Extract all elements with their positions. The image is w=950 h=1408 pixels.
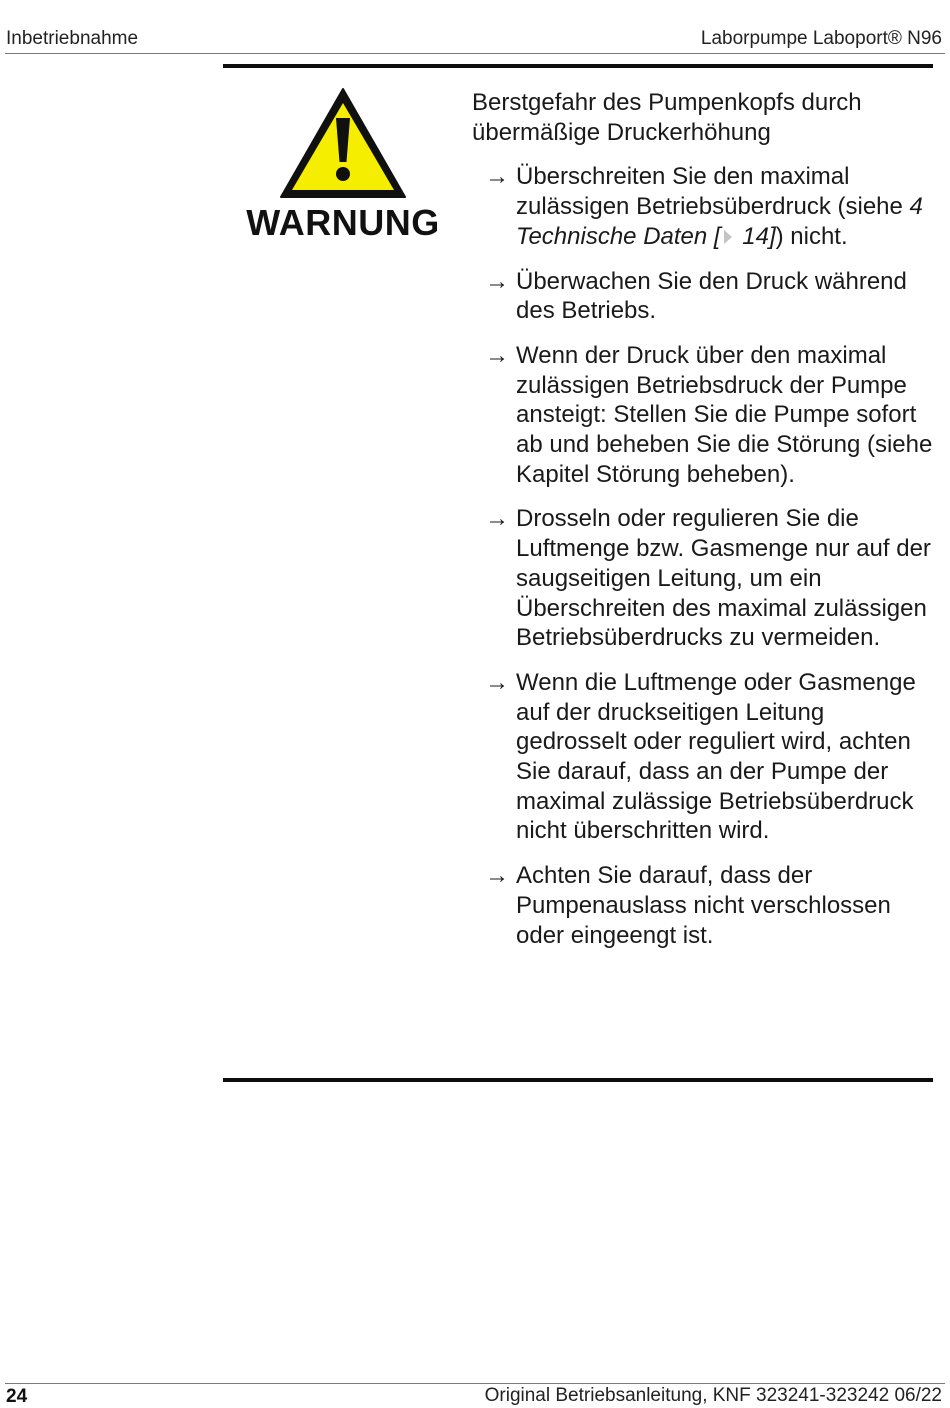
header-product-name: Laborpumpe Laboport® N96 [700, 28, 942, 49]
arrow-right-icon: → [485, 341, 509, 369]
page-footer [0, 1380, 950, 1407]
document-info: Original Betriebsanleitung, KNF 323241-323242 06/22 [484, 1385, 942, 1406]
warning-content [472, 88, 937, 965]
action-step-text: Überschreiten Sie den maximal zulässigen Betriebsüberdruck (siehe [516, 163, 910, 221]
header-section-title: Inbetriebnahme [6, 28, 139, 49]
page-header [0, 0, 950, 55]
page-reference-icon [724, 230, 732, 244]
header-divider [5, 53, 945, 54]
warning-symbol-block [230, 86, 456, 244]
arrow-right-icon: → [485, 163, 509, 191]
action-step-text-end: ) nicht. [775, 222, 848, 250]
action-step-text: Wenn die Luftmenge oder Gasmenge auf der druckseitigen Leitung gedrosselt oder reguliert wird, achten Sie darauf, dass an der Pumpe der maximal zulässige Betriebsüberdruck nicht überschritten wird. [516, 668, 916, 845]
warning-title: Berstgefahr des Pumpenkopfs durch übermäßige Druckerhöhung [472, 89, 862, 146]
arrow-right-icon: → [485, 862, 509, 890]
warning-triangle-icon [278, 86, 408, 200]
arrow-right-icon: → [485, 267, 509, 295]
action-step-text: Achten Sie darauf, dass der Pumpenauslass nicht verschlossen oder eingeengt ist. [516, 862, 891, 949]
action-step [472, 162, 937, 251]
action-step-list [472, 162, 937, 950]
action-step-text: Wenn der Druck über den maximal zulässigen Betriebsdruck der Pumpe ansteigt: Stellen Sie die Pumpe sofort ab und beheben Sie die Störung (siehe Kapitel Störung beheben). [516, 341, 933, 488]
action-step [472, 267, 937, 326]
arrow-right-icon: → [485, 505, 509, 533]
warning-bottom-rule [223, 1078, 933, 1082]
action-step-text: Drosseln oder regulieren Sie die Luftmenge bzw. Gasmenge nur auf der saugseitigen Leitung, um ein Überschreiten des maximal zulässigen Betriebsüberdrucks zu vermeiden. [516, 505, 931, 652]
warning-top-rule [223, 64, 933, 68]
action-step [472, 861, 937, 950]
action-step [472, 341, 937, 490]
action-step [472, 504, 937, 653]
cross-reference-page: 14] [735, 222, 776, 250]
cross-reference-text: 4 Technische Daten [ [516, 193, 923, 250]
action-step-text: Überwachen Sie den Druck während des Betriebs. [516, 267, 907, 325]
footer-divider [5, 1383, 945, 1384]
arrow-right-icon: → [485, 668, 509, 696]
action-step [472, 668, 937, 846]
warning-signal-word: WARNUNG [246, 202, 440, 243]
page-number: 24 [6, 1386, 28, 1407]
